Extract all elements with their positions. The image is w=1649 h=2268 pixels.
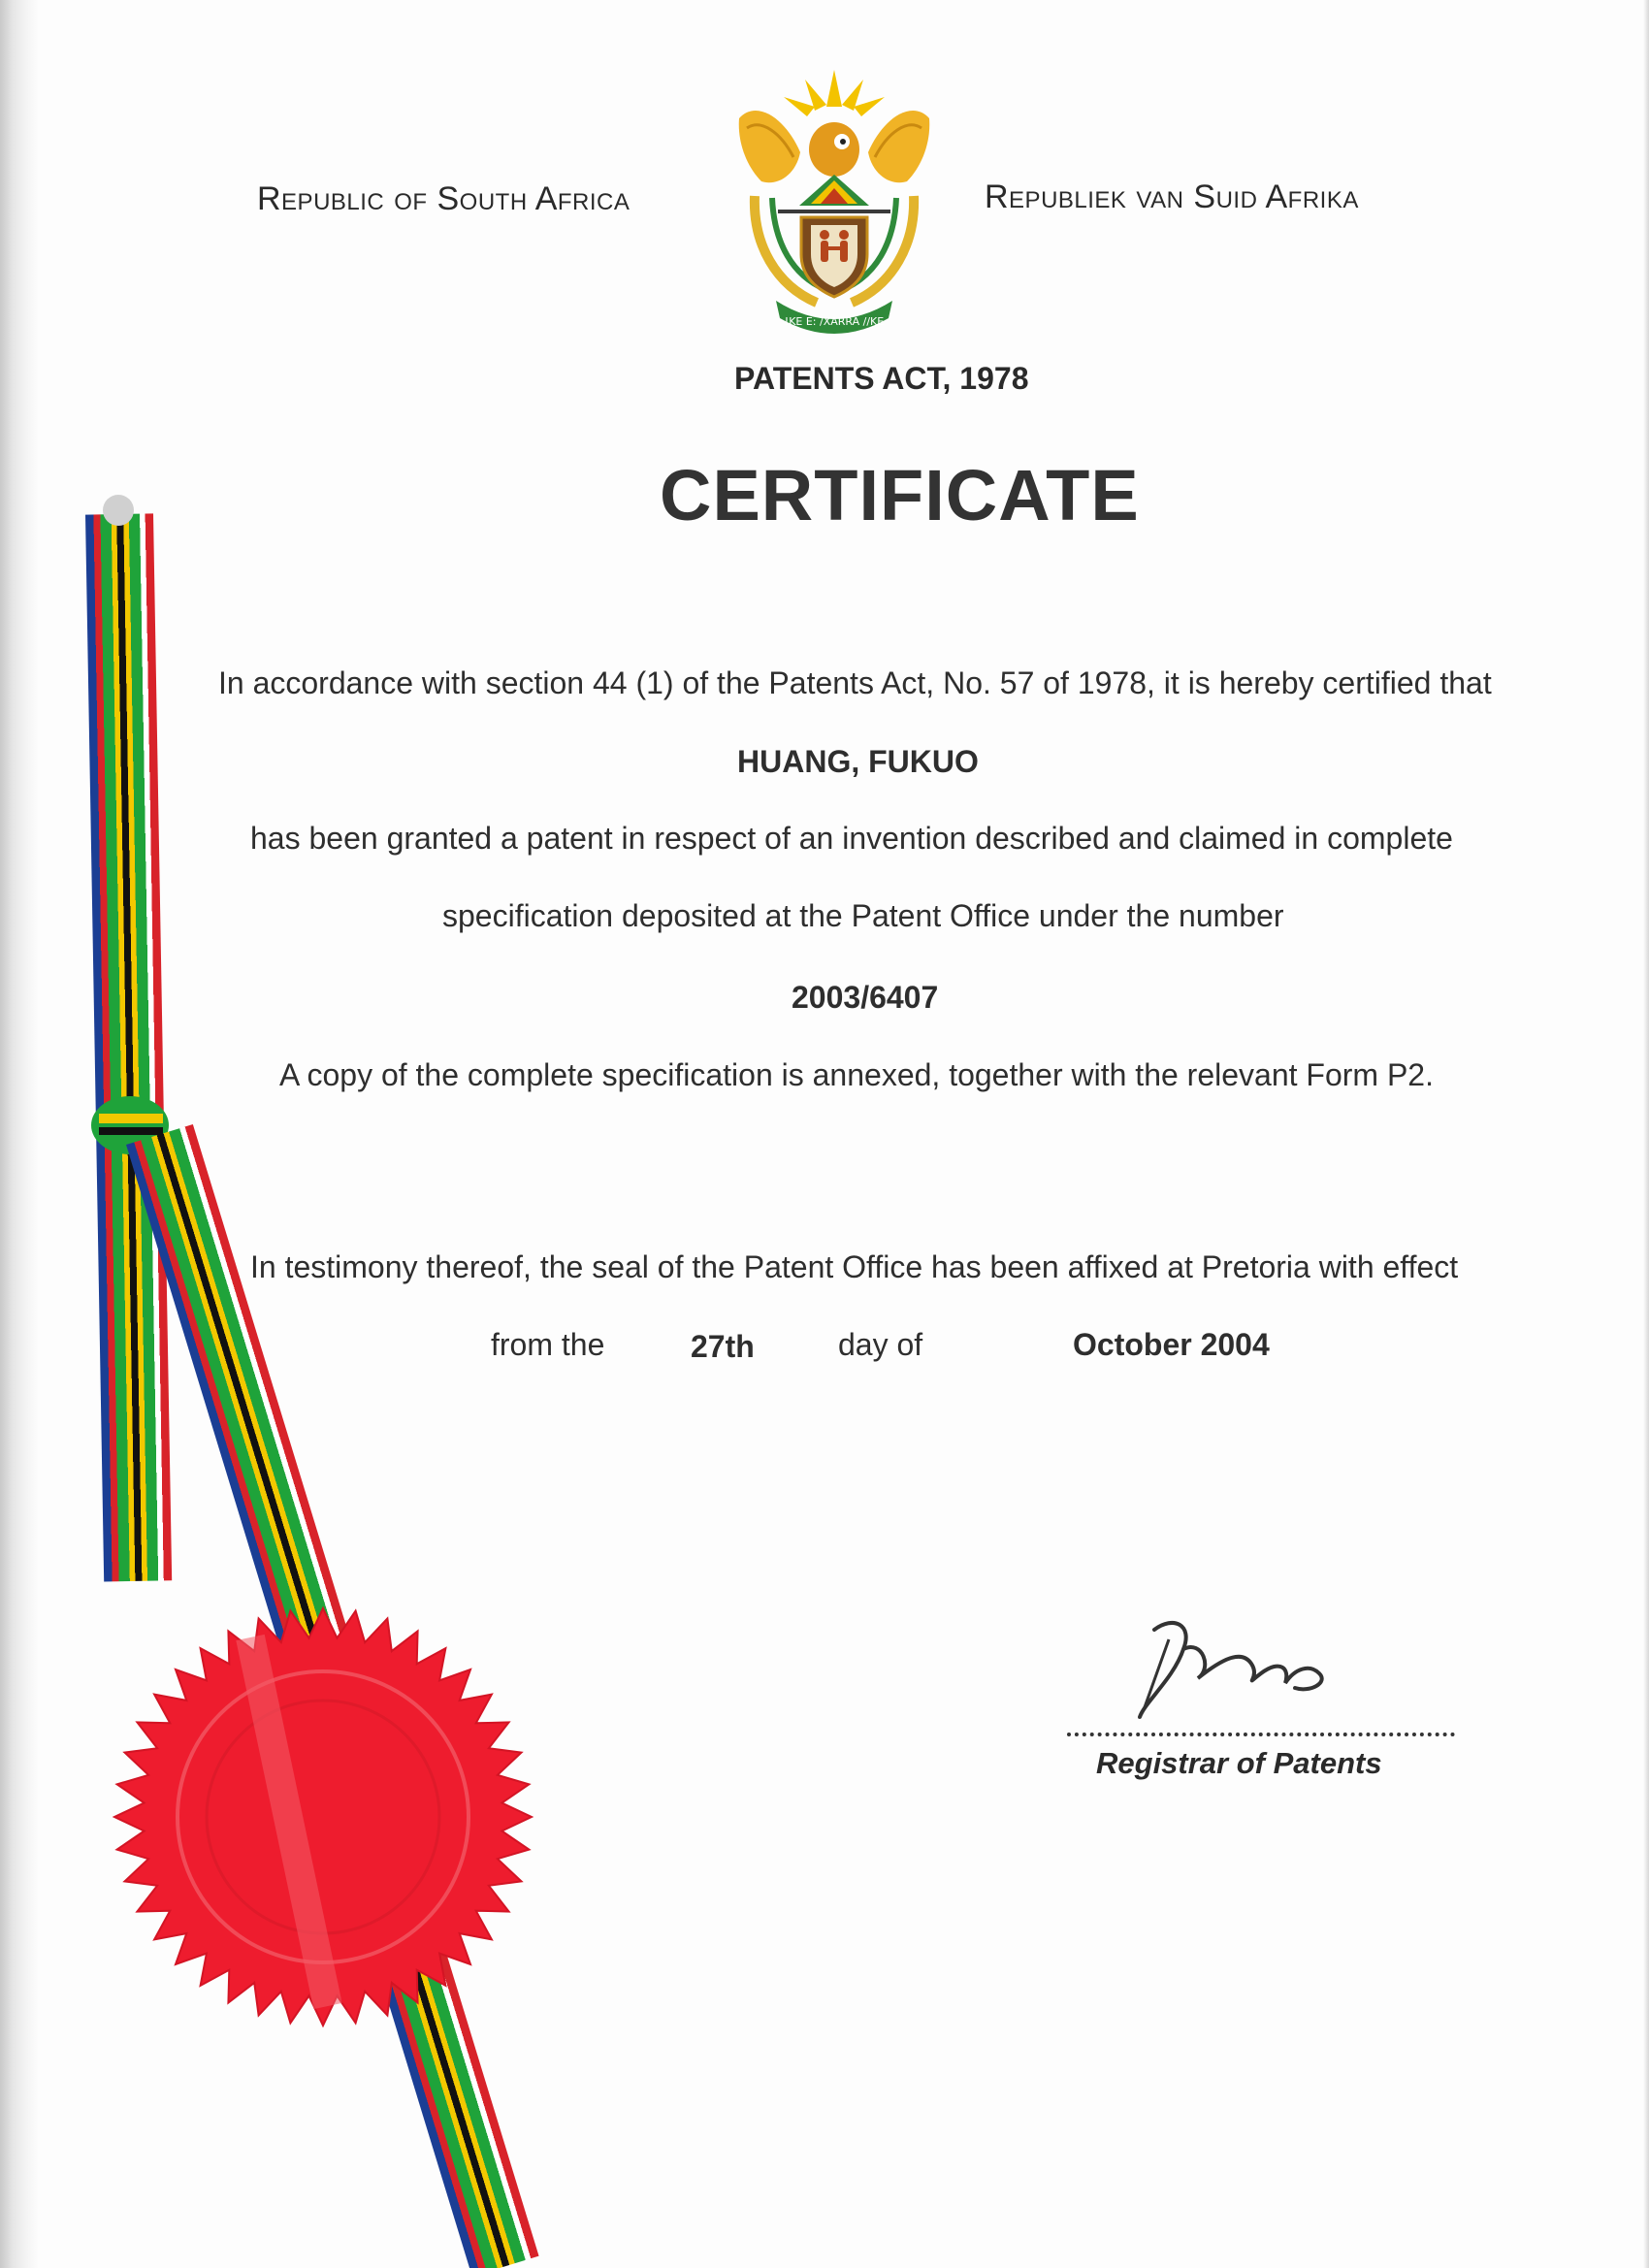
- registrar-title: Registrar of Patents: [1096, 1746, 1382, 1780]
- paper-edge-right: [1643, 0, 1649, 2268]
- paper-edge-left: [0, 0, 39, 2268]
- signature-line: [1067, 1733, 1455, 1736]
- testimony-text: In testimony thereof, the seal of the Patent Office has been affixed at Pretoria with effect: [250, 1249, 1459, 1284]
- header-right-text: Republiek van Suid Afrika: [985, 178, 1359, 215]
- motto-text: !KE E: /XARRA //KE: [784, 315, 885, 328]
- grantee-name: HUANG, FUKUO: [737, 744, 979, 779]
- day-value: 27th: [691, 1329, 755, 1364]
- annex-text: A copy of the complete specification is annexed, together with the relevant Form P2.: [279, 1057, 1434, 1092]
- granted-line-2: specification deposited at the Patent Office under the number: [442, 898, 1284, 933]
- granted-line-1: has been granted a patent in respect of an invention described and claimed in complete: [250, 821, 1453, 856]
- from-label: from the: [491, 1327, 605, 1362]
- act-title: PATENTS ACT, 1978: [734, 361, 1029, 396]
- patent-number: 2003/6407: [792, 980, 939, 1015]
- header-left-text: Republic of South Africa: [257, 180, 630, 217]
- month-year: October 2004: [1073, 1327, 1270, 1362]
- wax-seal-icon: [105, 1599, 541, 2035]
- signature-icon: [1116, 1610, 1348, 1727]
- intro-text: In accordance with section 44 (1) of the Patents Act, No. 57 of 1978, it is hereby certified that: [218, 665, 1492, 700]
- day-of-label: day of: [838, 1327, 923, 1362]
- coat-of-arms-icon: [718, 60, 951, 341]
- certificate-title: CERTIFICATE: [660, 455, 1140, 535]
